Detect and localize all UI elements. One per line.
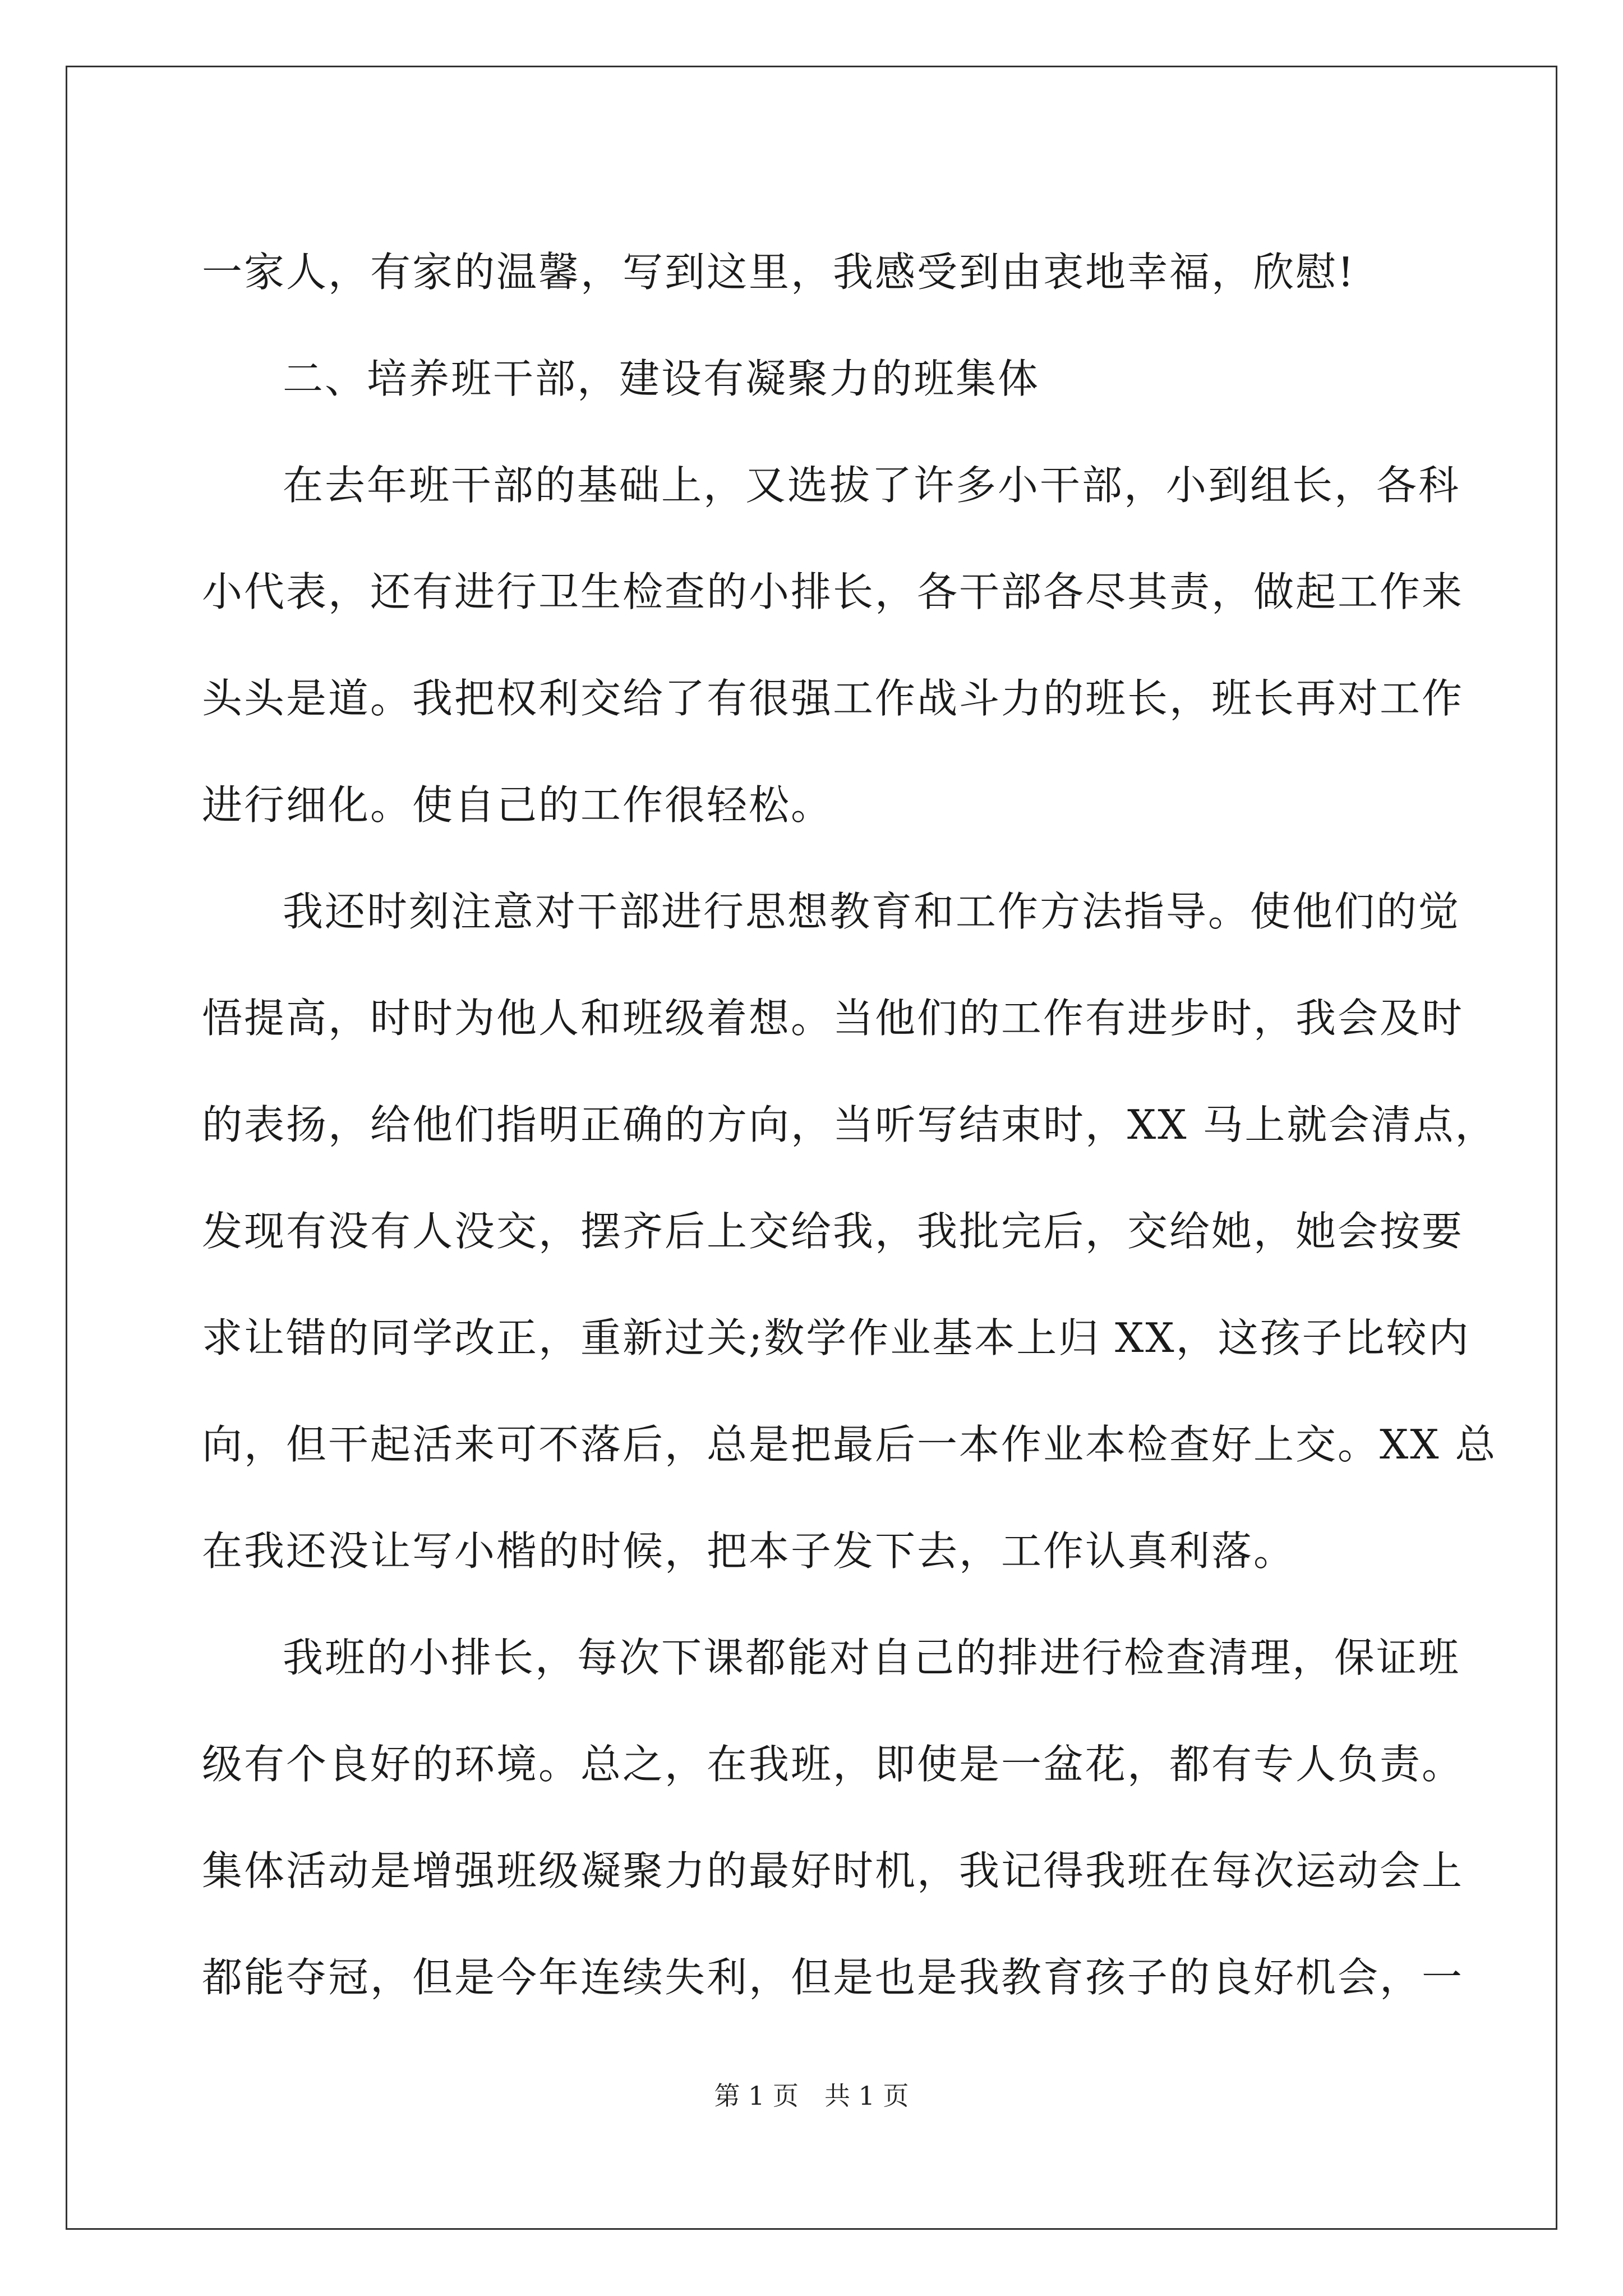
text-line: 进行细化。使自己的工作很轻松。 xyxy=(202,781,833,829)
text-line: 发现有没有人没交，摆齐后上交给我，我批完后，交给她，她会按要 xyxy=(202,1208,1464,1255)
text-line: 我还时刻注意对干部进行思想教育和工作方法指导。使他们的觉 xyxy=(283,888,1461,935)
text-line: 的表扬，给他们指明正确的方向，当听写结束时，XX 马上就会清点， xyxy=(202,1101,1497,1148)
text-line: 集体活动是增强班级凝聚力的最好时机，我记得我班在每次运动会上 xyxy=(202,1847,1464,1894)
text-line: 小代表，还有进行卫生检查的小排长，各干部各尽其责，做起工作来 xyxy=(202,568,1464,615)
text-line: 求让错的同学改正，重新过关;数学作业基本上归 XX，这孩子比较内 xyxy=(202,1314,1470,1361)
page-footer: 第 1 页 共 1 页 xyxy=(714,2081,909,2111)
text-line: 在我还没让写小楷的时候，把本子发下去，工作认真利落。 xyxy=(202,1527,1296,1575)
text-line: 我班的小排长，每次下课都能对自己的排进行检查清理，保证班 xyxy=(283,1634,1461,1681)
text-line: 头头是道。我把权利交给了有很强工作战斗力的班长，班长再对工作 xyxy=(202,675,1464,722)
section-heading: 二、培养班干部，建设有凝聚力的班集体 xyxy=(283,355,1040,402)
text-line: 悟提高，时时为他人和班级着想。当他们的工作有进步时，我会及时 xyxy=(202,995,1464,1042)
text-line: 一家人，有家的温馨，写到这里，我感受到由衷地幸福，欣慰! xyxy=(202,249,1355,296)
text-line: 级有个良好的环境。总之，在我班，即使是一盆花，都有专人负责。 xyxy=(202,1741,1464,1788)
text-line: 向，但干起活来可不落后，总是把最后一本作业本检查好上交。XX 总 xyxy=(202,1421,1497,1468)
text-line: 都能夺冠，但是今年连续失利，但是也是我教育孩子的良好机会，一 xyxy=(202,1954,1464,2001)
document-body xyxy=(202,219,1497,2031)
text-line: 在去年班干部的基础上，又选拔了许多小干部，小到组长，各科 xyxy=(283,462,1461,509)
